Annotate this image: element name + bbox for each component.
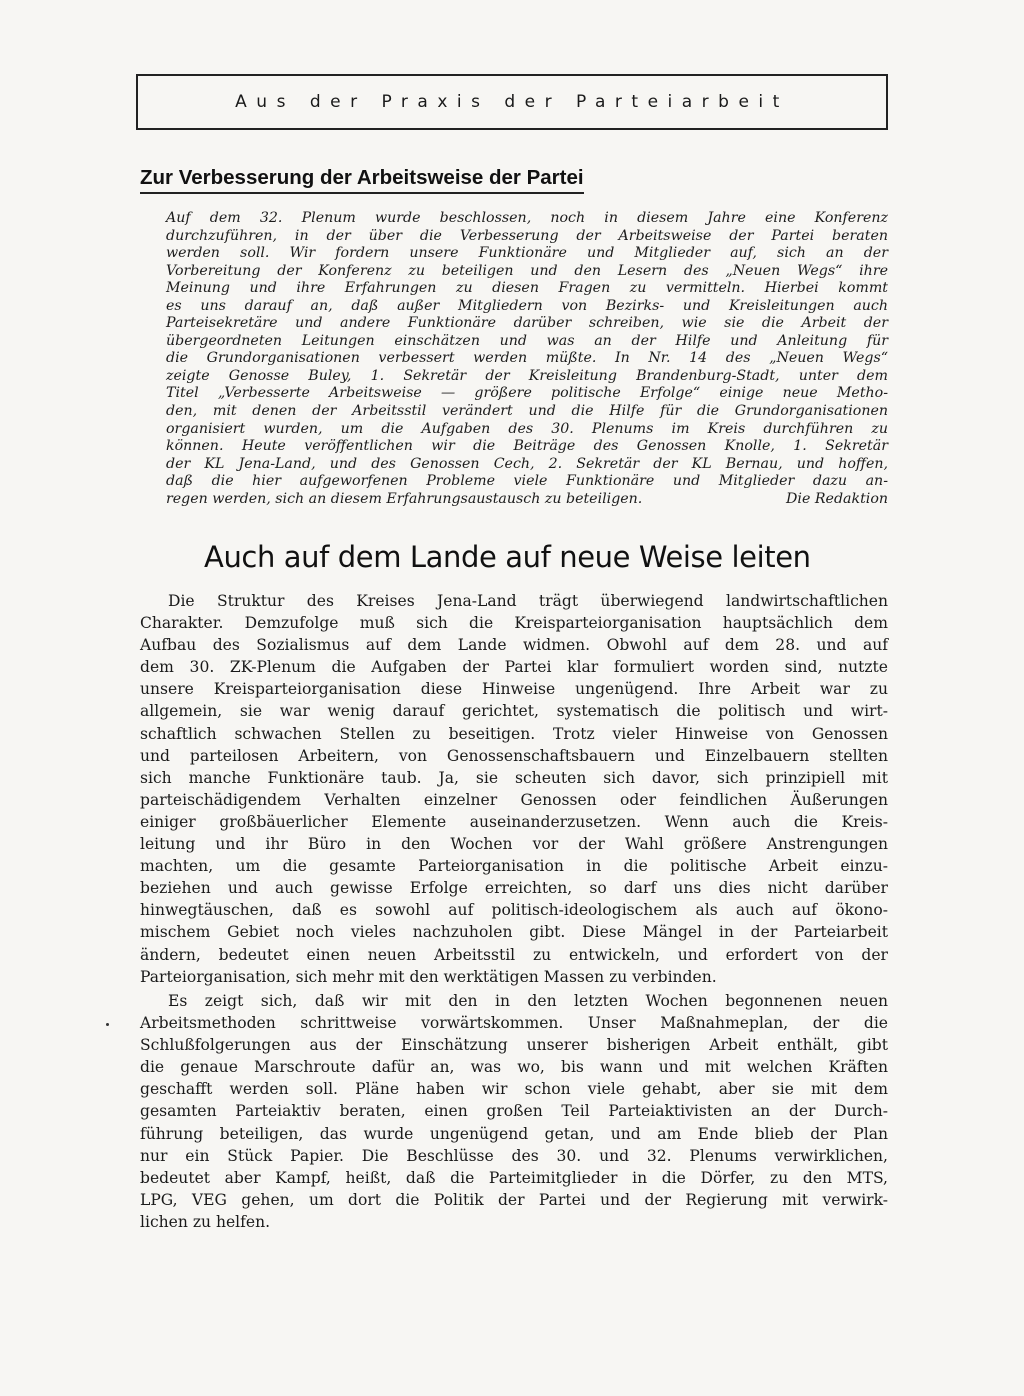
editorial-signature: Die Redaktion — [786, 490, 888, 507]
body-line: schaftlich schwachen Stellen zu beseitigen. Trotz vieler Hinweise von Genossen — [140, 724, 888, 743]
body-line: parteischädigendem Verhalten einzelner Genossen oder feindlichen Äußerungen — [140, 790, 888, 809]
body-line: Arbeitsmethoden schrittweise vorwärtskommen. Unser Maßnahmeplan, der die — [140, 1014, 888, 1033]
body-line: Aufbau des Sozialismus auf dem Lande widmen. Obwohl auf dem 28. und auf — [140, 636, 888, 655]
editorial-line: daß die hier aufgeworfenen Probleme viele Funktionäre und Mitglieder dazu an- — [166, 473, 888, 490]
editorial-line: es uns darauf an, daß außer Mitgliedern von Bezirks- und Kreisleitungen auch — [166, 297, 888, 314]
body-line: hinwegtäuschen, daß es sowohl auf politisch-ideologischem als auch auf ökono- — [140, 901, 888, 920]
margin-mark — [106, 1023, 109, 1026]
editorial-line: Vorbereitung der Konferenz zu beteiligen und den Lesern des „Neuen Wegs“ ihre — [166, 262, 888, 279]
editorial-line: werden soll. Wir fordern unsere Funktionäre und Mitglieder auf, sich an der — [166, 245, 888, 262]
body-line: allgemein, sie war wenig darauf gerichtet, systematisch die politisch und wirt- — [140, 702, 888, 721]
article-subtitle: Zur Verbesserung der Arbeitsweise der Partei — [140, 166, 584, 194]
body-line: lichen zu helfen. — [140, 1212, 271, 1231]
editorial-line: können. Heute veröffentlichen wir die Beiträge des Genossen Knolle, 1. Sekretär — [166, 438, 888, 455]
body-line: einiger großbäuerlicher Elemente auseinanderzusetzen. Wenn auch die Kreis- — [140, 812, 888, 831]
body-line: gesamten Parteiaktiv beraten, einen großen Teil Parteiaktivisten an der Durch- — [140, 1102, 888, 1121]
editorial-line: den, mit denen der Arbeitsstil verändert und die Hilfe für die Grundorganisationen — [166, 403, 888, 420]
editorial-line: Meinung und ihre Erfahrungen zu diesen Fragen zu vermitteln. Hierbei kommt — [166, 280, 888, 297]
editorial-line: die Grundorganisationen verbessert werden müßte. In Nr. 14 des „Neuen Wegs“ — [166, 350, 888, 367]
body-line: ändern, bedeutet einen neuen Arbeitsstil zu entwickeln, und erfordert von der — [140, 945, 888, 964]
editorial-line: regen werden, sich an diesem Erfahrungsaustausch zu beteiligen. — [166, 490, 643, 507]
body-line: machten, um die gesamte Parteiorganisation in die politische Arbeit einzu- — [140, 857, 888, 876]
body-line: geschafft werden soll. Pläne haben wir schon viele gehabt, aber sie mit dem — [140, 1080, 888, 1099]
body-line: Parteiorganisation, sich mehr mit den werktätigen Massen zu verbinden. — [140, 967, 717, 986]
editorial-line: der KL Jena-Land, und des Genossen Cech, 2. Sekretär der KL Bernau, und hoffen, — [166, 455, 888, 472]
editorial-line: Auf dem 32. Plenum wurde beschlossen, noch in diesem Jahre eine Konferenz — [166, 210, 888, 226]
body-line: Schlußfolgerungen aus der Einschätzung unserer bisherigen Arbeit enthält, gibt — [140, 1036, 888, 1055]
editorial-line: Titel „Verbesserte Arbeitsweise — größere politische Erfolge“ einige neue Metho- — [166, 385, 888, 402]
article-headline: Auch auf dem Lande auf neue Weise leiten — [204, 540, 811, 574]
body-line: die genaue Marschroute dafür an, was wo, bis wann und mit welchen Kräften — [140, 1058, 888, 1077]
body-paragraph-1 — [140, 590, 888, 988]
body-line: leitung und ihr Büro in den Wochen vor der Wahl größere Anstrengungen — [140, 835, 888, 854]
section-title: Aus der Praxis der Parteiarbeit — [235, 92, 789, 112]
body-line: bedeutet aber Kampf, heißt, daß die Parteimitglieder in die Dörfer, zu den MTS, — [140, 1168, 888, 1187]
editorial-last-line — [166, 491, 888, 509]
body-line: LPG, VEG gehen, um dort die Politik der Partei und der Regierung mit verwirk- — [140, 1190, 888, 1209]
body-line: Es zeigt sich, daß wir mit den in den letzten Wochen begonnenen neuen — [168, 992, 888, 1010]
body-line: sich manche Funktionäre taub. Ja, sie scheuten sich davor, sich prinzipiell mit — [140, 768, 888, 787]
editorial-line: durchzuführen, in der über die Verbesserung der Arbeitsweise der Partei beraten — [166, 227, 888, 244]
editorial-line: übergeordneten Leitungen einschätzen und was an der Hilfe und Anleitung für — [166, 332, 888, 349]
body-line: führung beteiligen, das wurde ungenügend getan, und am Ende blieb der Plan — [140, 1124, 888, 1143]
body-line: nur ein Stück Papier. Die Beschlüsse des 30. und 32. Plenums verwirklichen, — [140, 1146, 888, 1165]
editorial-note — [166, 210, 888, 508]
editorial-line: organisiert wurden, um die Aufgaben des 30. Plenums im Kreis durchführen zu — [166, 420, 888, 437]
body-line: mischem Gebiet noch vieles nachzuholen gibt. Diese Mängel in der Parteiarbeit — [140, 923, 888, 942]
body-line: dem 30. ZK-Plenum die Aufgaben der Partei klar formuliert worden sind, nutzte — [140, 658, 888, 677]
body-line: unsere Kreisparteiorganisation diese Hinweise ungenügend. Ihre Arbeit war zu — [140, 680, 888, 699]
body-line: Charakter. Demzufolge muß sich die Kreisparteiorganisation hauptsächlich dem — [140, 614, 888, 633]
body-line: und parteilosen Arbeitern, von Genossenschaftsbauern und Einzelbauern stellten — [140, 746, 888, 765]
body-paragraph-2 — [140, 990, 888, 1233]
body-line: Die Struktur des Kreises Jena-Land trägt überwiegend landwirtschaftlichen — [168, 592, 888, 610]
section-banner — [136, 74, 888, 130]
editorial-line: Parteisekretäre und andere Funktionäre darüber schreiben, wie sie die Arbeit der — [166, 315, 888, 332]
editorial-line: zeigte Genosse Buley, 1. Sekretär der Kreisleitung Brandenburg-Stadt, unter dem — [166, 367, 888, 384]
body-line: beziehen und auch gewisse Erfolge erreichten, so darf uns dies nicht darüber — [140, 879, 888, 898]
